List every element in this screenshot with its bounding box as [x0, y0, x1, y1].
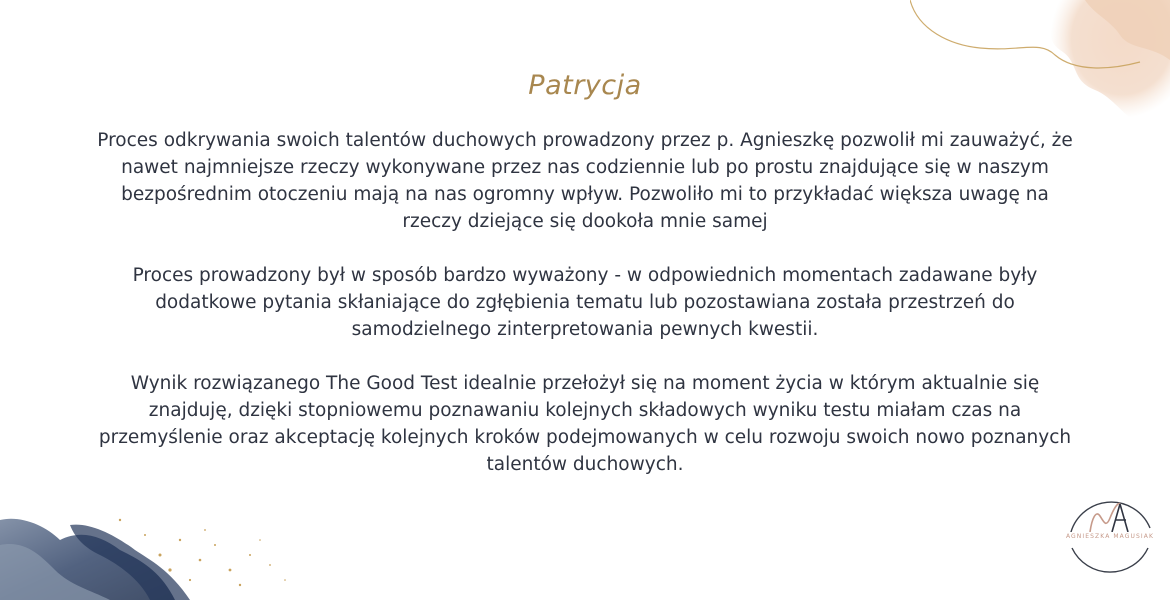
testimonial-paragraph: Proces prowadzony był w sposób bardzo wyważony - w odpowiednich momentach zadawane były dodatkowe pytania skłaniające do zgłębienia tematu lub pozostawiana została przestrzeń do samodzielnego zinterpretowania pewnych kwestii.: [132, 265, 1038, 340]
testimonial-body: [95, 127, 1075, 478]
testimonial-author-name: Patrycja: [528, 70, 642, 101]
watercolor-decoration-bottom-left: [0, 500, 320, 600]
logo-brand-text: AGNIESZKA MAGUSIAK: [1054, 532, 1166, 541]
brand-logo: [1060, 488, 1160, 588]
testimonial-paragraph: Wynik rozwiązanego The Good Test idealnie przełożył się na moment życia w którym aktualnie się znajduję, dzięki stopniowemu poznawaniu kolejnych składowych wyniku testu miałam czas na przemyślenie oraz akceptację kolejnych kroków podejmowanych w celu rozwoju swoich nowo poznanych talentów duchowych.: [98, 373, 1072, 475]
testimonial-paragraph: Proces odkrywania swoich talentów duchowych prowadzony przez p. Agnieszkę pozwolił mi zauważyć, że nawet najmniejsze rzeczy wykonywane przez nas codziennie lub po prostu znajdujące się w naszym bezpośrednim otoczeniu mają na nas ogromny wpływ. Pozwoliło mi to przykładać większa uwagę na rzeczy dziejące się dookoła mnie samej: [97, 130, 1073, 232]
